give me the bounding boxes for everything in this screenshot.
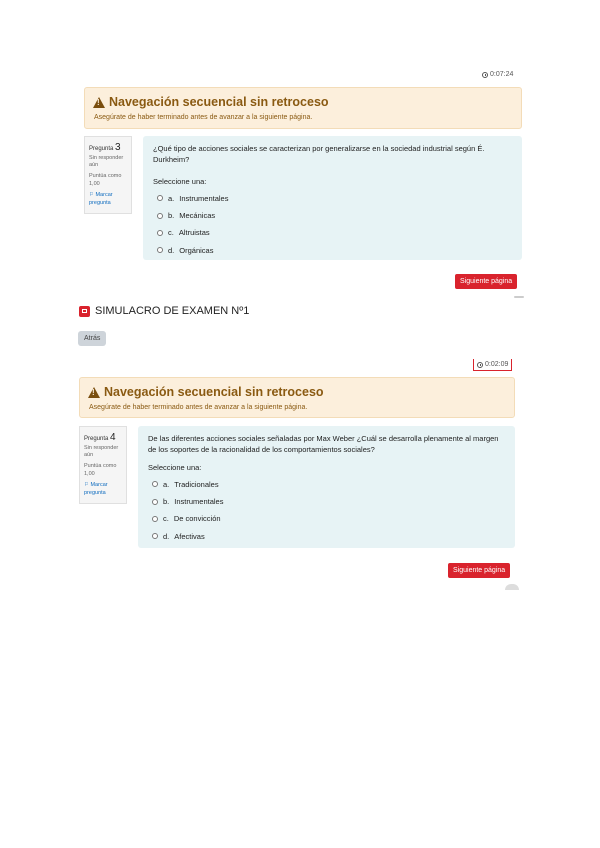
option-b[interactable]	[152, 496, 505, 507]
question-score: Puntúa como 1,00	[89, 173, 122, 187]
alert-title: Navegación secuencial sin retroceso	[109, 95, 329, 109]
clock-icon	[482, 72, 488, 78]
question-content	[143, 136, 522, 260]
warning-icon	[93, 97, 105, 108]
option-letter: d.	[168, 245, 175, 255]
back-button[interactable]: Atrás	[78, 331, 106, 346]
option-letter: c.	[168, 228, 174, 238]
option-b[interactable]	[157, 210, 512, 221]
next-page-button[interactable]: Siguiente página	[448, 563, 510, 578]
radio-button[interactable]	[157, 195, 163, 201]
option-d[interactable]	[152, 531, 505, 542]
flag-question-label: Marcar pregunta	[84, 482, 108, 496]
question-score: Puntúa como 1,00	[84, 463, 117, 477]
flag-question-link[interactable]: ⚐ Marcar pregunta	[89, 192, 113, 206]
option-letter: a.	[163, 479, 170, 489]
option-letter: c.	[163, 514, 169, 524]
question-status: Sin responder aún	[84, 444, 119, 458]
question-word: Pregunta	[89, 146, 114, 152]
select-prompt: Seleccione una:	[148, 462, 202, 472]
option-letter: a.	[168, 193, 175, 203]
option-a[interactable]	[152, 479, 505, 490]
option-c[interactable]	[152, 513, 505, 524]
option-label: Orgánicas	[179, 245, 214, 255]
option-label: Altruistas	[178, 228, 210, 238]
question-text: ¿Qué tipo de acciones sociales se caracterizan por generalizarse en la sociedad industrial según É. Durkheim?	[153, 144, 485, 165]
radio-button[interactable]	[152, 533, 158, 539]
option-letter: b.	[168, 211, 175, 220]
navigation-alert	[79, 377, 515, 418]
question-word: Pregunta	[84, 436, 109, 442]
option-label: Afectivas	[174, 531, 205, 541]
question-text: De las diferentes acciones sociales señaladas por Max Weber ¿Cuál se desarrolla plenamente al margen de los soportes de la racionalidad de los comportamientos sociales?	[148, 434, 499, 455]
timer	[482, 71, 513, 78]
timer-value: 0:07:24	[490, 71, 514, 78]
section-header	[79, 305, 249, 317]
scroll-indicator[interactable]	[505, 584, 519, 590]
scroll-indicator[interactable]	[514, 296, 524, 298]
alert-subtitle: Asegúrate de haber terminado antes de avanzar a la siguiente página.	[94, 114, 313, 121]
flag-question-label: Marcar pregunta	[89, 192, 113, 206]
option-label: Instrumentales	[174, 497, 224, 506]
radio-button[interactable]	[157, 213, 163, 219]
navigation-alert	[84, 87, 522, 129]
question-info	[79, 426, 127, 504]
option-label: De convicción	[173, 514, 221, 524]
question-number: 4	[110, 432, 116, 443]
timer	[473, 359, 512, 371]
alert-title: Navegación secuencial sin retroceso	[104, 385, 324, 399]
question-status: Sin responder aún	[89, 154, 124, 168]
radio-button[interactable]	[152, 481, 158, 487]
alert-subtitle: Asegúrate de haber terminado antes de avanzar a la siguiente página.	[89, 404, 308, 411]
question-content	[138, 426, 515, 548]
next-page-button[interactable]: Siguiente página	[455, 274, 517, 289]
clock-icon	[477, 362, 483, 368]
section-title: SIMULACRO DE EXAMEN Nº1	[95, 305, 250, 317]
option-label: Mecánicas	[179, 211, 216, 220]
radio-button[interactable]	[157, 230, 163, 236]
flag-question-link[interactable]: ⚐ Marcar pregunta	[84, 482, 108, 496]
radio-button[interactable]	[157, 247, 163, 253]
option-letter: d.	[163, 531, 170, 541]
timer-value: 0:02:09	[485, 361, 509, 368]
option-label: Instrumentales	[179, 193, 229, 203]
option-letter: b.	[163, 497, 170, 506]
option-c[interactable]	[157, 227, 512, 238]
radio-button[interactable]	[152, 499, 158, 505]
select-prompt: Seleccione una:	[153, 176, 207, 186]
quiz-icon	[79, 306, 90, 317]
question-number: 3	[115, 142, 121, 153]
option-a[interactable]	[157, 193, 512, 204]
warning-icon	[88, 387, 100, 398]
option-label: Tradicionales	[174, 479, 219, 489]
question-info	[84, 136, 132, 214]
radio-button[interactable]	[152, 516, 158, 522]
option-d[interactable]	[157, 245, 512, 256]
